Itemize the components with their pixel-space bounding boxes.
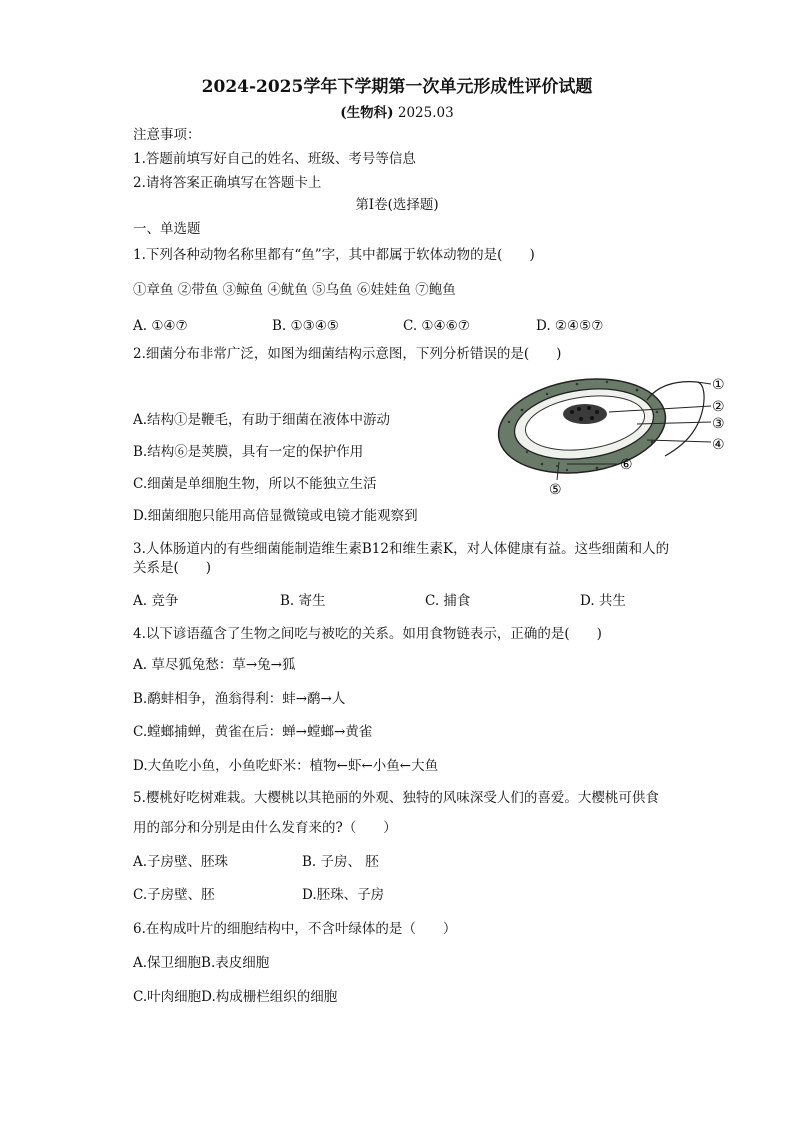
question-1-option-d: D. ②④⑤⑦ [536, 318, 604, 334]
subject-label: (生物科) [340, 105, 394, 121]
question-1-option-b: B. ①③④⑤ [272, 318, 339, 334]
question-5-stem-line1: 5.樱桃好吃树难栽。大樱桃以其艳丽的外观、独特的风味深受人们的喜爱。大樱桃可供食 [133, 790, 659, 806]
question-3-option-c: C. 捕食 [425, 593, 471, 609]
question-4-option-a: A. 草尽狐兔愁：草→兔→狐 [133, 657, 296, 673]
question-6-options-line2: C.叶肉细胞D.构成栅栏组织的细胞 [133, 989, 338, 1005]
exam-subtitle [0, 104, 794, 122]
question-2-option-a: A.结构①是鞭毛，有助于细菌在液体中游动 [133, 412, 391, 428]
exam-title: 2024-2025学年下学期第一次单元形成性评价试题 [201, 77, 593, 97]
diagram-label-3: ③ [712, 416, 725, 432]
question-4-stem: 4.以下谚语蕴含了生物之间吃与被吃的关系。如用食物链表示，正确的是( ) [133, 626, 602, 642]
note-item: 1.答题前填写好自己的姓名、班级、考号等信息 [133, 151, 416, 167]
leader-line-4 [647, 440, 711, 442]
question-5-option-a: A.子房壁、胚珠 [133, 854, 229, 870]
notes-heading: 注意事项： [133, 127, 201, 143]
question-2-stem: 2.细菌分布非常广泛，如图为细菌结构示意图，下列分析错误的是( ) [133, 346, 562, 362]
question-2-option-d: D.细菌细胞只能用高倍显微镜或电镜才能观察到 [133, 508, 418, 524]
question-6-stem: 6.在构成叶片的细胞结构中，不含叶绿体的是（ ） [133, 921, 457, 937]
question-5-stem-line2: 用的部分和分别是由什么发育来的?（ ） [133, 820, 397, 836]
question-3-option-d: D. 共生 [580, 593, 626, 609]
note-item: 2.请将答案正确填写在答题卡上 [133, 175, 322, 191]
question-4-option-c: C.螳螂捕蝉，黄雀在后：蝉→螳螂→黄雀 [133, 724, 373, 740]
question-5-option-b: B. 子房、 胚 [302, 854, 379, 870]
question-1-list: ①章鱼 ②带鱼 ③鲸鱼 ④鱿鱼 ⑤乌鱼 ⑥娃娃鱼 ⑦鲍鱼 [133, 282, 456, 298]
diagram-label-1: ① [712, 377, 725, 393]
diagram-label-4: ④ [712, 437, 725, 453]
question-3-stem-line1: 3.人体肠道内的有些细菌能制造维生素B12和维生素K，对人体健康有益。这些细菌和人的 [133, 541, 670, 557]
question-5-option-c: C.子房壁、胚 [133, 887, 215, 903]
question-1-stem: 1.下列各种动物名称里都有“鱼”字，其中都属于软体动物的是( ) [133, 247, 535, 263]
question-3-option-a: A. 竞争 [133, 593, 179, 609]
diagram-label-5: ⑤ [549, 482, 562, 498]
question-2-option-b: B.结构⑥是荚膜，具有一定的保护作用 [133, 444, 364, 460]
question-1-option-a: A. ①④⑦ [133, 318, 188, 334]
nucleoid-shape [563, 404, 607, 424]
section-title: 一、单选题 [133, 221, 201, 237]
question-4-option-b: B.鹬蚌相争，渔翁得利：蚌→鹬→人 [133, 691, 346, 707]
exam-date: 2025.03 [397, 105, 454, 121]
question-3-stem-line2: 关系是( ) [133, 560, 212, 576]
bacteria-structure-diagram [497, 372, 737, 502]
question-2-option-c: C.细菌是单细胞生物，所以不能独立生活 [133, 476, 377, 492]
question-6-options-line1: A.保卫细胞B.表皮细胞 [133, 955, 270, 971]
question-1-option-c: C. ①④⑥⑦ [403, 318, 470, 334]
diagram-label-2: ② [712, 399, 725, 415]
diagram-label-6: ⑥ [620, 457, 633, 473]
question-5-option-d: D.胚珠、子房 [302, 887, 385, 903]
question-4-option-d: D.大鱼吃小鱼，小鱼吃虾米：植物←虾←小鱼←大鱼 [133, 758, 439, 774]
volume-title: 第Ⅰ卷(选择题) [355, 197, 439, 213]
question-3-option-b: B. 寄生 [280, 593, 326, 609]
